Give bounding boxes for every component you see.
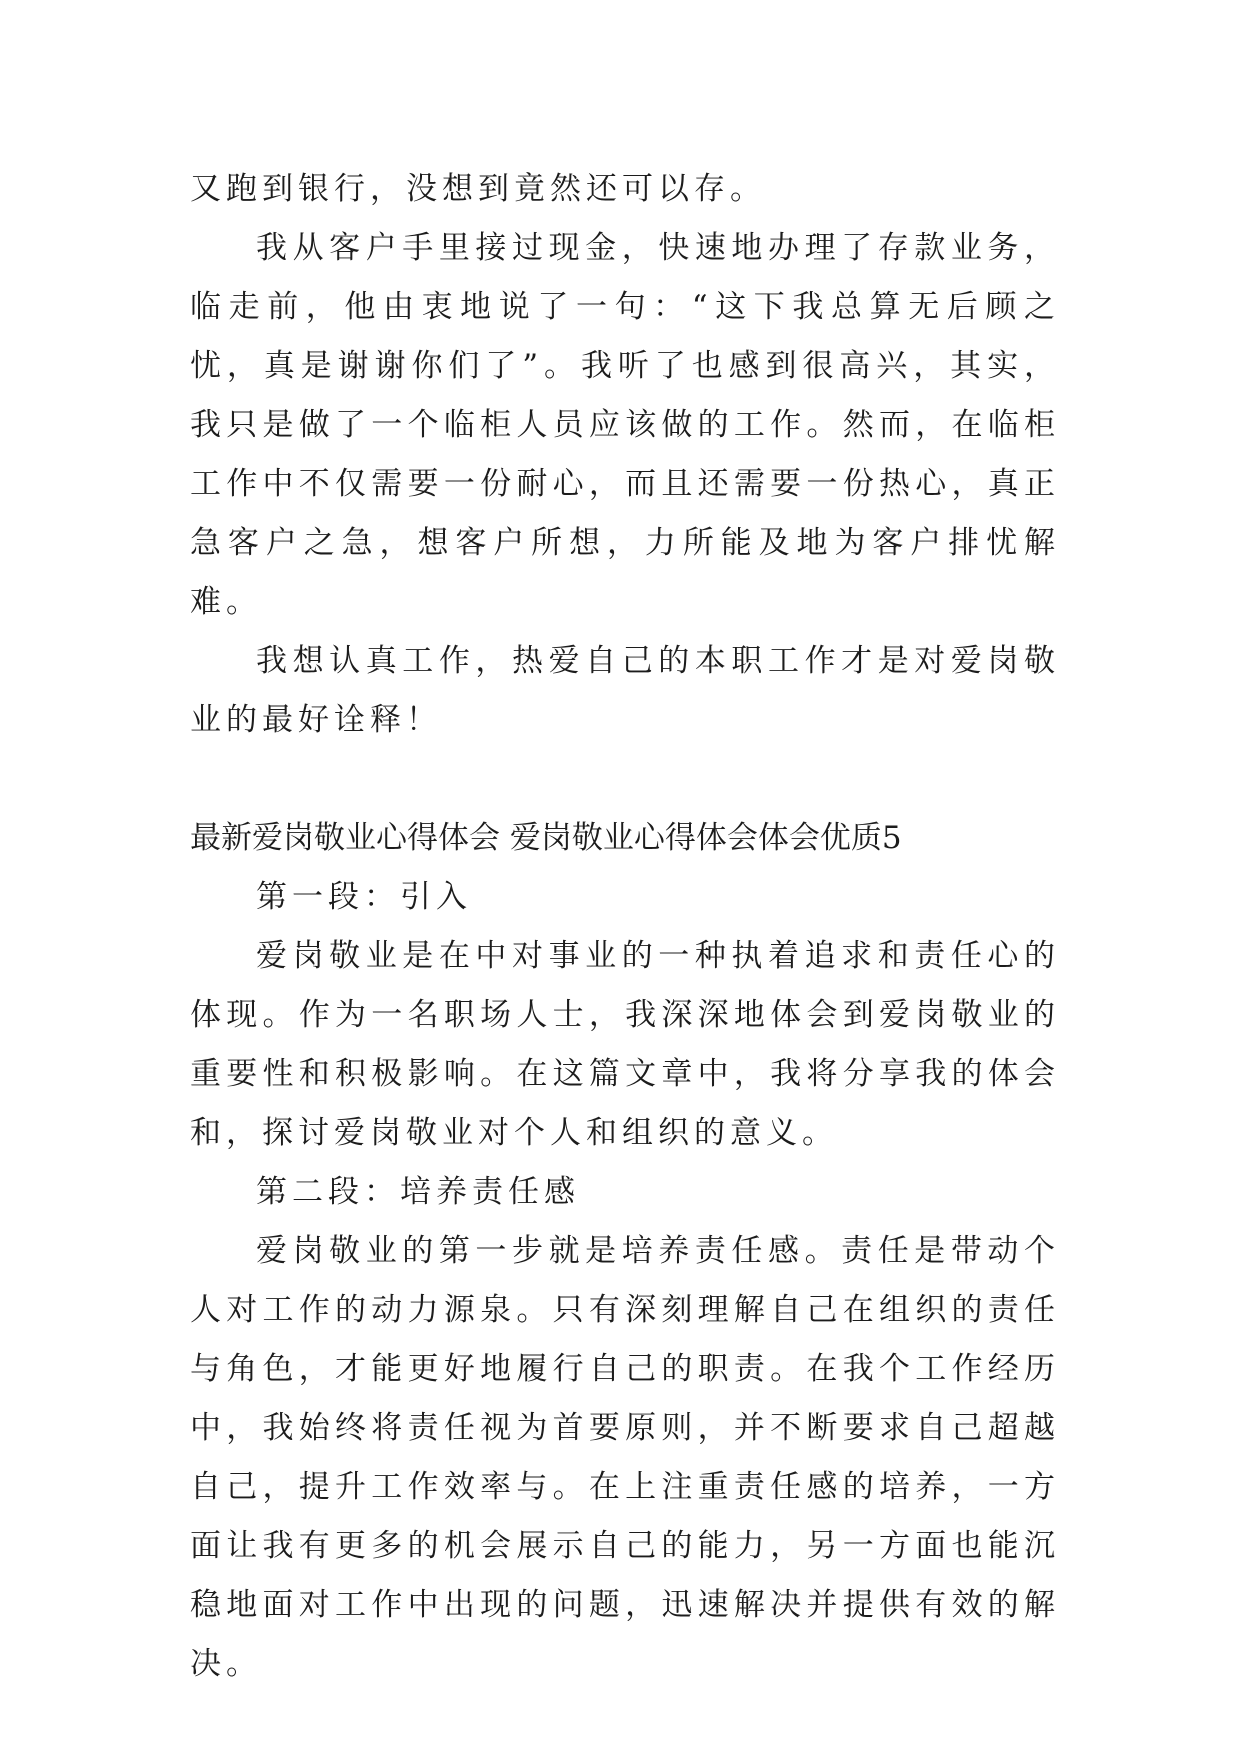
paragraph-responsibility: 爱岗敬业的第一步就是培养责任感。责任是带动个人对工作的动力源泉。只有深刻理解自己在组织的责任与角色，才能更好地履行自己的职责。在我个工作经历中，我始终将责任视为首要原则，并不断要求自己超越自己，提升工作效率与。在上注重责任感的培养，一方面让我有更多的机会展示自己的能力，另一方面也能沉稳地面对工作中出现的问题，迅速解决并提供有效的解决。	[190, 1233, 1060, 1682]
section-heading-responsibility: 第二段：培养责任感	[256, 1174, 580, 1210]
paragraph-conclusion: 我想认真工作，热爱自己的本职工作才是对爱岗敬业的最好诠释！	[190, 643, 1060, 738]
document-body	[190, 160, 1060, 1694]
paragraph-intro: 爱岗敬业是在中对事业的一种执着追求和责任心的体现。作为一名职场人士，我深深地体会到爱岗敬业的重要性和积极影响。在这篇文章中，我将分享我的体会和，探讨爱岗敬业对个人和组织的意义。	[190, 938, 1060, 1151]
paragraph-continuation: 又跑到银行，没想到竟然还可以存。	[190, 171, 766, 207]
section-title: 最新爱岗敬业心得体会 爱岗敬业心得体会体会优质5	[190, 820, 902, 856]
section-heading-intro: 第一段：引入	[256, 879, 472, 915]
paragraph-customer-deposit: 我从客户手里接过现金，快速地办理了存款业务，临走前，他由衷地说了一句：“这下我总算无后顾之忧，真是谢谢你们了”。我听了也感到很高兴，其实，我只是做了一个临柜人员应该做的工作。然而，在临柜工作中不仅需要一份耐心，而且还需要一份热心，真正急客户之急，想客户所想，力所能及地为客户排忧解难。	[190, 230, 1060, 620]
